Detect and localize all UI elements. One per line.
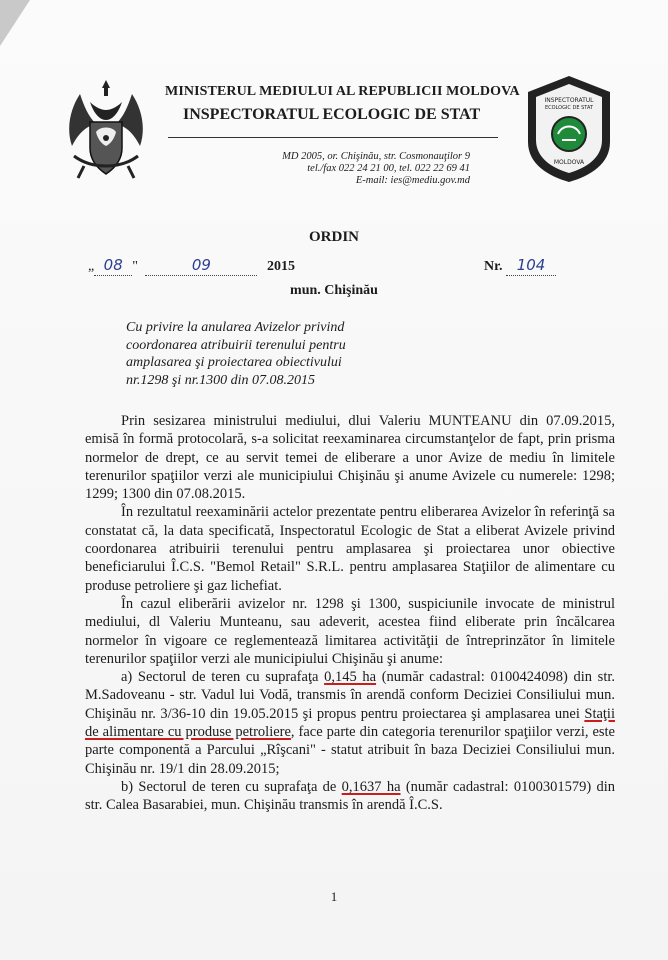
svg-text:INSPECTORATUL: INSPECTORATUL bbox=[544, 97, 594, 104]
svg-text:ECOLOGIC DE STAT: ECOLOGIC DE STAT bbox=[544, 105, 594, 111]
underlined-station-type: Staţii de alimentare cu produse petroliere bbox=[85, 705, 615, 741]
order-date: „ 08 " 09 2015 bbox=[88, 256, 295, 274]
inspectorate-name: INSPECTORATUL ECOLOGIC DE STAT bbox=[183, 106, 481, 123]
contact-block bbox=[230, 151, 470, 187]
subject-line: amplasarea şi proiectarea obiectivului bbox=[126, 355, 342, 370]
svg-text:MOLDOVA: MOLDOVA bbox=[553, 159, 585, 166]
date-month: 09 bbox=[191, 256, 211, 274]
date-year: 2015 bbox=[266, 259, 295, 274]
page-number: 1 bbox=[330, 889, 338, 904]
paragraph: În cazul eliberării avizelor nr. 1298 şi 1300, suspiciunile invocate de ministrul mediului, dl Valeriu Munteanu, sau adeverit, acestea fiind eliberate prin încălcarea normelor în vigoare ce reglementează limitarea activităţii de întreprinzător în limitele terenurilor spaţiilor verzi ale municipiului Chişinău şi anume: bbox=[85, 595, 615, 667]
ministry-name: MINISTERUL MEDIULUI AL REPUBLICII MOLDOVA bbox=[165, 84, 520, 99]
subject-line: coordonarea atribuirii terenului pentru bbox=[126, 337, 346, 353]
order-body bbox=[85, 412, 615, 815]
document-title: ORDIN bbox=[308, 229, 359, 245]
subject-line: nr.1298 şi nr.1300 din 07.08.2015 bbox=[126, 372, 316, 388]
page-fold-corner bbox=[0, 0, 30, 46]
paragraph: Prin sesizarea ministrului mediului, dlui Valeriu MUNTEANU din 07.09.2015, emisă în formă protocolară, s-a solicitat reexaminarea circumstanţelor de fapt, prin prisma normelor de drept, ce au servit temei de eliberare a unor Avize de mediu în limitele terenurilor spaţiilor verzi ale municipiului Chişinău şi anume Avizele cu numerele: 1298; 1299; 1300 din 07.08.2015. bbox=[85, 413, 615, 503]
inspectorate-seal-icon bbox=[520, 72, 618, 184]
underlined-area-a: 0,145 ha bbox=[324, 669, 377, 686]
header-divider bbox=[168, 137, 498, 138]
contact-email: E-mail: ies@mediu.gov.md bbox=[355, 175, 470, 186]
order-number-value: 104 bbox=[516, 256, 546, 274]
order-subject bbox=[126, 319, 396, 389]
paragraph-item-b: b) Sectorul de teren cu suprafaţa de 0,1637 ha (număr cadastral: 0100301579) din str. Calea Basarabiei, mun. Chişinău transmis în arendă Î.C.S. bbox=[85, 778, 616, 814]
city-line: mun. Chişinău bbox=[290, 283, 378, 298]
moldova-coat-of-arms-icon bbox=[60, 74, 152, 184]
order-number bbox=[484, 256, 556, 276]
contact-phone: tel./fax 022 24 21 00, tel. 022 22 69 41 bbox=[307, 163, 470, 174]
contact-address: MD 2005, or. Chişinău, str. Cosmonauţilor 9 bbox=[282, 151, 470, 162]
paragraph-item-a: a) Sectorul de teren cu suprafaţa 0,145 ha (număr cadastral: 0100424098) din str. M.Sadoveanu - str. Vadul lui Vodă, transmis în arendă conform Deciziei Consiliului mun. Chişinău nr. 3/36-10 din 19.05.2015 şi propus pentru proiectarea şi amplasarea unei Staţii de alimentare cu produse petroliere, face parte din categoria terenurilor spaţiilor verzi, este parte componentă a Parcului „Rîşcani" - statut atribuit în baza Deciziei Consiliului mun. Chişinău nr. 19/1 din 28.09.2015; bbox=[85, 669, 615, 777]
order-number-label: Nr. bbox=[484, 259, 503, 274]
subject-line: Cu privire la anularea Avizelor privind bbox=[126, 320, 345, 335]
paragraph: În rezultatul reexaminării actelor prezentate pentru eliberarea Avizelor în referinţă sa constatat că, la data specificată, Inspectoratul Ecologic de Stat a eliberat Avizele privind coordonarea atribuirii terenului pentru amplasarea şi proiectarea unor obiective beneficiarului Î.C.S. "Bemol Retail" S.R.L. pentru amplasarea Staţiilor de alimentare cu produse petroliere şi gaz lichefiat. bbox=[85, 504, 615, 594]
date-day: 08 bbox=[103, 256, 123, 274]
underlined-area-b: 0,1637 ha bbox=[341, 778, 401, 795]
